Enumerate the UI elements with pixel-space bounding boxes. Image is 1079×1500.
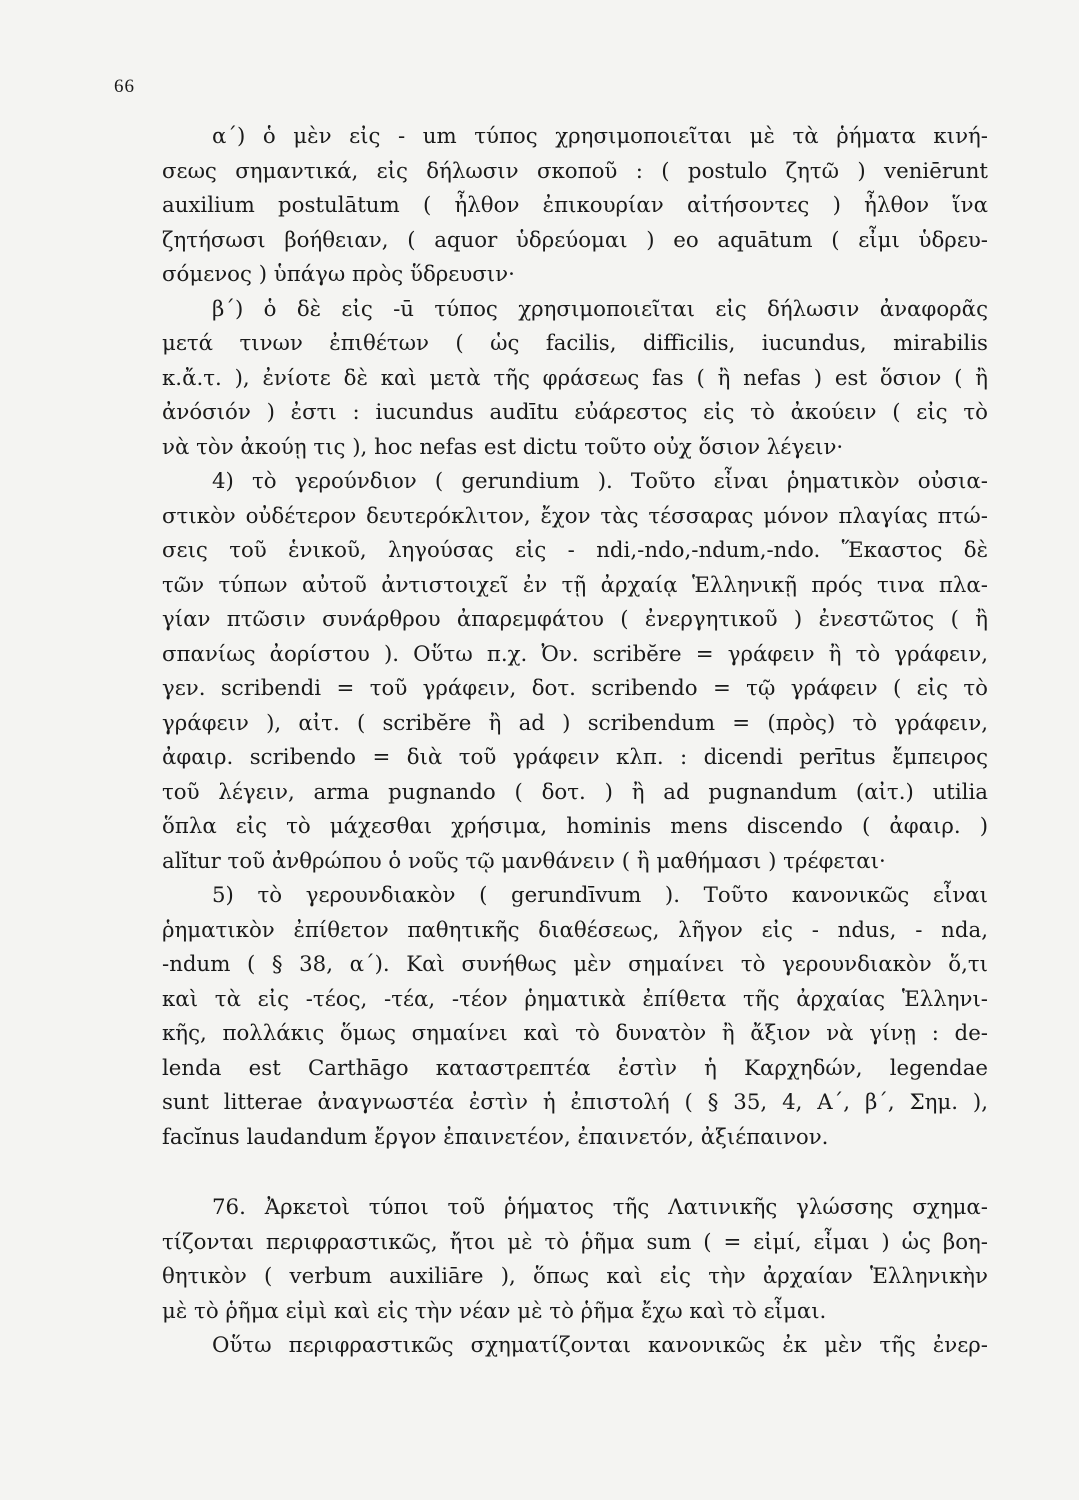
section-75-continuation (162, 120, 988, 1155)
text-line: auxilium postulātum ( ἦλθον ἐπικουρίαν αἰτήσοντες ) ἦλθον ἵνα (162, 193, 988, 218)
text-line: 76. Ἀρκετοὶ τύποι τοῦ ῥήματος τῆς Λατινικῆς γλώσσης σχημα- (212, 1195, 988, 1220)
text-line: alĭtur τοῦ ἀνθρώπου ὁ νοῦς τῷ μανθάνειν ( ἢ μαθήμασι ) τρέφεται· (162, 848, 886, 874)
text-line: σεις τοῦ ἑνικοῦ, ληγούσας εἰς - ndi,-ndo,-ndum,-ndo. Ἕκαστος δὲ (162, 538, 988, 563)
text-line: ζητήσωσι βοήθειαν, ( aquor ὑδρεύομαι ) eo aquātum ( εἶμι ὑδρευ- (162, 227, 988, 253)
text-line: ὅπλα εἰς τὸ μάχεσθαι χρήσιμα, hominis mens discendo ( ἀφαιρ. ) (162, 814, 988, 839)
text-line: facĭnus laudandum ἔργον ἐπαινετέον, ἐπαινετόν, ἀξιέπαινον. (162, 1124, 829, 1150)
text-line: γεν. scribendi = τοῦ γράφειν, δοτ. scribendo = τῷ γράφειν ( εἰς τὸ (162, 676, 988, 701)
text-line: α΄) ὁ μὲν εἰς - um τύπος χρησιμοποιεῖται μὲ τὰ ῥήματα κινή- (212, 124, 988, 149)
text-line: τίζονται περιφραστικῶς, ἤτοι μὲ τὸ ῥῆμα sum ( = εἰμί, εἶμαι ) ὡς βοη- (162, 1229, 988, 1255)
text-line: Οὕτω περιφραστικῶς σχηματίζονται κανονικῶς ἐκ μὲν τῆς ἐνερ- (212, 1333, 988, 1358)
text-line: 4) τὸ γερούνδιον ( gerundium ). Τοῦτο εἶναι ῥηματικὸν οὐσια- (212, 469, 988, 494)
text-line: ἀφαιρ. scribendo = διὰ τοῦ γράφειν κλπ. : dicendi perītus ἔμπειρος (162, 745, 988, 770)
text-line: τοῦ λέγειν, arma pugnando ( δοτ. ) ἢ ad pugnandum (αἰτ.) utilia (162, 779, 988, 805)
text-line: θητικὸν ( verbum auxiliāre ), ὅπως καὶ εἰς τὴν ἀρχαίαν Ἑλληνικὴν (162, 1264, 988, 1289)
text-line: sunt litterae ἀναγνωστέα ἐστὶν ἡ ἐπιστολή ( § 35, 4, Α΄, β΄, Σημ. ), (162, 1090, 988, 1115)
section-76 (162, 1191, 988, 1364)
text-line: 5) τὸ γερουνδιακὸν ( gerundīvum ). Τοῦτο κανονικῶς εἶναι (212, 883, 988, 908)
section-gap (162, 1155, 988, 1191)
text-line: γράφειν ), αἰτ. ( scribĕre ἢ ad ) scribendum = (πρὸς) τὸ γράφειν, (162, 710, 988, 736)
text-line: στικὸν οὐδέτερον δευτερόκλιτον, ἔχον τὰς τέσσαρας μόνον πλαγίας πτώ- (162, 503, 988, 529)
page-body (162, 120, 988, 1364)
text-line: κ.ἄ.τ. ), ἐνίοτε δὲ καὶ μετὰ τῆς φράσεως fas ( ἢ nefas ) est ὅσιον ( ἢ (162, 365, 988, 391)
text-line: -ndum ( § 38, α΄). Καὶ συνήθως μὲν σημαίνει τὸ γερουνδιακὸν ὅ,τι (162, 952, 988, 977)
text-line: σπανίως ἀορίστου ). Οὕτω π.χ. Ὀν. scribĕre = γράφειν ἢ τὸ γράφειν, (162, 641, 988, 667)
text-line: ῥηματικὸν ἐπίθετον παθητικῆς διαθέσεως, λῆγον εἰς - ndus, - nda, (162, 917, 988, 943)
text-line: μετά τινων ἐπιθέτων ( ὡς facilis, difficilis, iucundus, mirabilis (162, 331, 988, 356)
text-line: γίαν πτῶσιν συνάρθρου ἀπαρεμφάτου ( ἐνεργητικοῦ ) ἐνεστῶτος ( ἢ (162, 607, 988, 632)
page-number: 66 (114, 76, 135, 97)
text-line: σεως σημαντικά, εἰς δήλωσιν σκοποῦ : ( postulo ζητῶ ) veniērunt (162, 158, 988, 184)
text-line: τῶν τύπων αὐτοῦ ἀντιστοιχεῖ ἐν τῇ ἀρχαίᾳ Ἑλληνικῇ πρός τινα πλα- (162, 572, 988, 598)
text-line: μὲ τὸ ῥῆμα εἰμὶ καὶ εἰς τὴν νέαν μὲ τὸ ῥῆμα ἔχω καὶ τὸ εἶμαι. (162, 1298, 827, 1324)
text-line: ἀνόσιόν ) ἐστι : iucundus audītu εὐάρεστος εἰς τὸ ἀκούειν ( εἰς τὸ (162, 400, 988, 425)
text-line: β΄) ὁ δὲ εἰς -ū τύπος χρησιμοποιεῖται εἰς δήλωσιν ἀναφορᾶς (212, 296, 988, 322)
text-line: σόμενος ) ὑπάγω πρὸς ὕδρευσιν· (162, 262, 515, 287)
text-line: καὶ τὰ εἰς -τέος, -τέα, -τέον ῥηματικὰ ἐπίθετα τῆς ἀρχαίας Ἑλληνι- (162, 986, 988, 1012)
text-line: lenda est Carthāgo καταστρεπτέα ἐστὶν ἡ Καρχηδών, legendae (162, 1055, 988, 1081)
text-line: κῆς, πολλάκις ὅμως σημαίνει καὶ τὸ δυνατὸν ἢ ἄξιον νὰ γίνῃ : de- (162, 1021, 988, 1046)
text-line: νὰ τὸν ἀκούῃ τις ), hoc nefas est dictu τοῦτο οὐχ ὅσιον λέγειν· (162, 434, 844, 460)
